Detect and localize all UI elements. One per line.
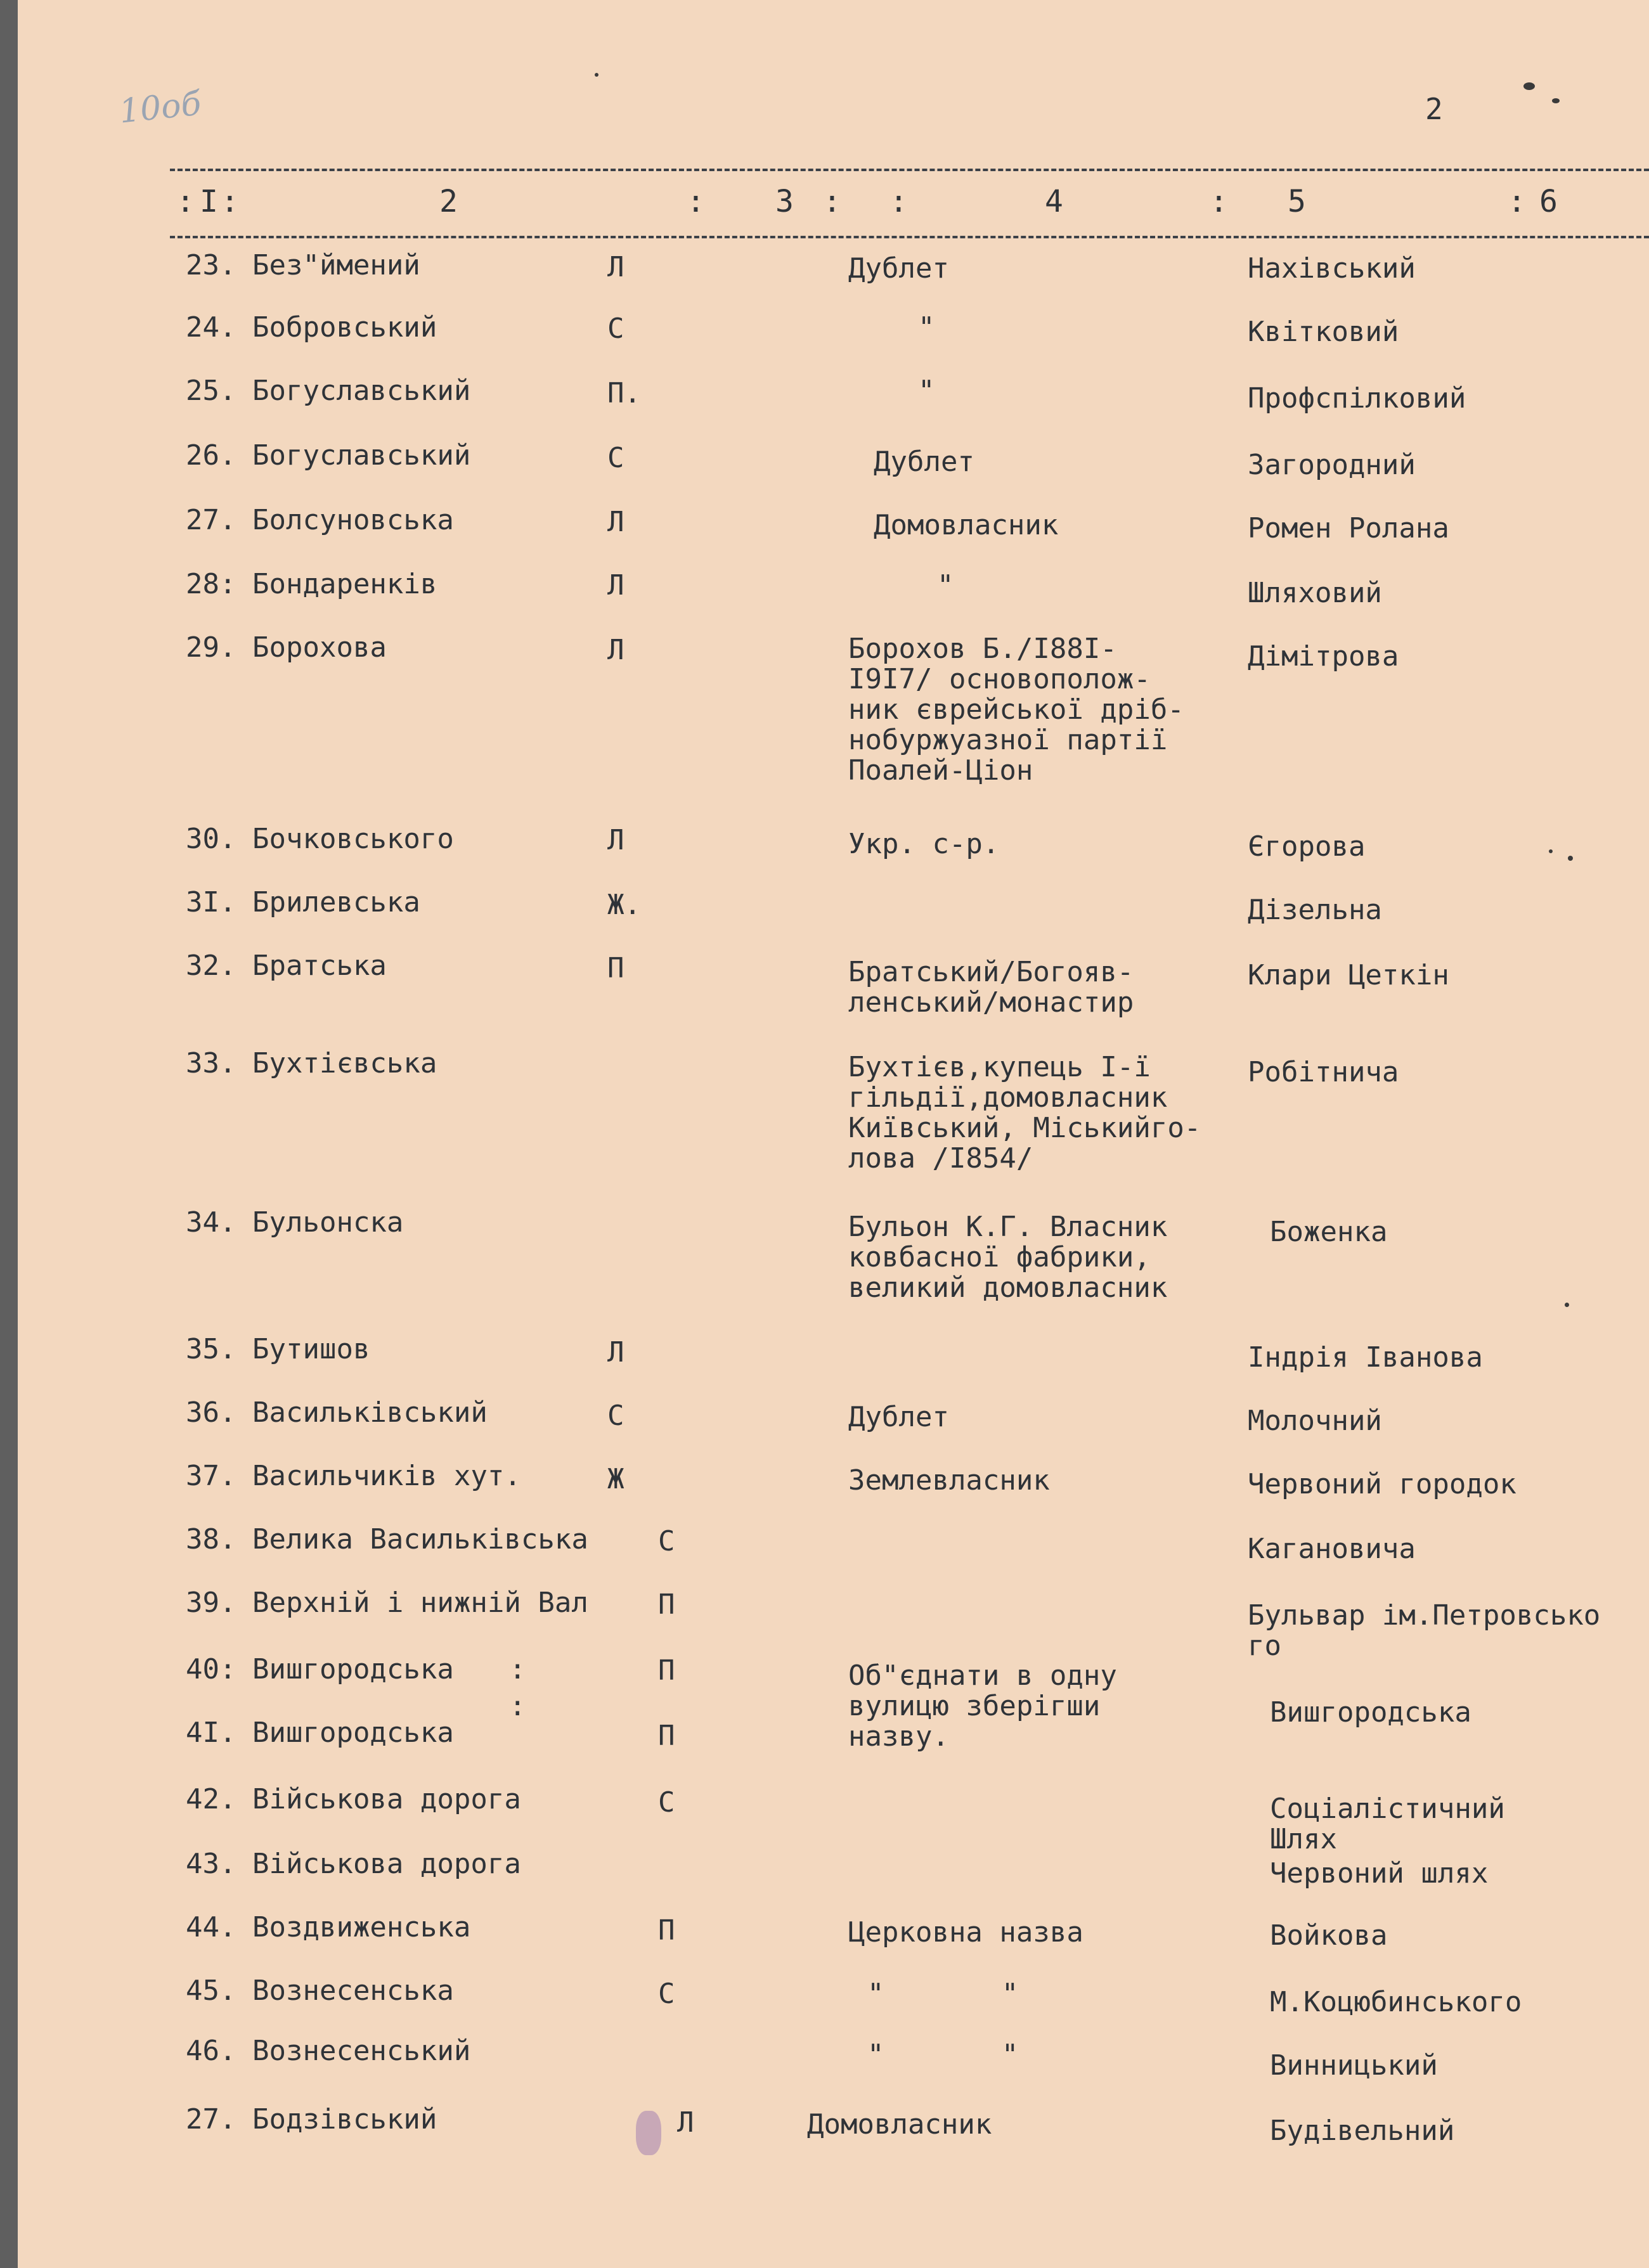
new-name: Молочний xyxy=(1248,1405,1382,1437)
rename-reason: " " xyxy=(867,1978,1019,2010)
col-header-4: 4 xyxy=(1045,184,1063,219)
new-name: Єгорова xyxy=(1248,830,1366,863)
col-header-2: 2 xyxy=(439,184,458,219)
paper-speck xyxy=(595,73,598,77)
new-name: Профспілковий xyxy=(1248,382,1466,415)
street-name: Військова дорога xyxy=(252,1848,521,1880)
rename-reason: Бухтієв,купець І-ї гільдії,домовласник Київський, Міськийго- лова /І854/ xyxy=(848,1051,1201,1175)
header-sep: : xyxy=(823,184,841,219)
category-code: П. xyxy=(607,377,641,409)
category-code: Л xyxy=(607,1336,624,1369)
rename-reason: Домовласник xyxy=(874,509,1059,541)
street-name: Бочковського xyxy=(252,823,454,855)
rename-reason: Церковна назва xyxy=(848,1916,1083,1949)
new-name: Загородний xyxy=(1248,449,1416,481)
col-header-1: І xyxy=(200,184,218,219)
category-code: П xyxy=(607,952,624,984)
row-number: 33. xyxy=(186,1047,236,1079)
new-name: Войкова xyxy=(1270,1919,1388,1952)
row-number: 3І. xyxy=(186,886,236,918)
new-name: Вишгородська xyxy=(1270,1696,1471,1729)
street-name: Бухтієвська xyxy=(252,1047,437,1079)
category-code: Л xyxy=(607,634,624,666)
new-name: Бульвар ім.Петровсько го xyxy=(1248,1599,1601,1662)
street-name: Вознесенський xyxy=(252,2035,471,2067)
category-code: С xyxy=(607,312,624,345)
row-number: 45. xyxy=(186,1975,236,2007)
handwritten-folio-mark: 10об xyxy=(117,84,204,131)
category-code: С xyxy=(607,1400,624,1432)
row-number: 30. xyxy=(186,823,236,855)
rename-reason: Братський/Богояв- ленський/монастир xyxy=(848,956,1134,1019)
paper-speck xyxy=(1568,856,1573,861)
category-code: Л xyxy=(607,251,624,283)
rename-reason: " xyxy=(937,569,954,602)
col-header-3: 3 xyxy=(775,184,794,219)
rename-reason: " xyxy=(918,375,935,407)
row-number: 23. xyxy=(186,249,236,281)
row-number: 43. xyxy=(186,1848,236,1880)
row-number: 46. xyxy=(186,2035,236,2067)
rename-reason: Об"єднати в одну вулицю зберігши назву. xyxy=(848,1659,1117,1753)
paper-speck xyxy=(1549,849,1553,853)
rename-reason: Борохов Б./І88І- І9І7/ основополож- ник єврейської дріб- нобуржуазної партії Поалей-Ціон xyxy=(848,633,1184,787)
row-number: 28: xyxy=(186,568,236,600)
row-number: 39. xyxy=(186,1587,236,1619)
rename-reason: " xyxy=(918,311,935,344)
street-name: Братська xyxy=(252,950,387,982)
new-name: Шляховий xyxy=(1248,577,1382,609)
rename-reason: Домовласник xyxy=(807,2108,992,2141)
rename-reason: Дублет xyxy=(874,446,974,478)
street-name: Вознесенська xyxy=(252,1975,454,2007)
row-number: 38. xyxy=(186,1523,236,1556)
category-code: Л xyxy=(607,506,624,538)
street-name: Васильчиків хут. xyxy=(252,1460,521,1492)
row-number: 36. xyxy=(186,1396,236,1429)
new-name: Квітковий xyxy=(1248,316,1399,348)
street-name: Військова дорога xyxy=(252,1783,521,1815)
header-rule-bottom xyxy=(170,236,1649,238)
row-number: 27. xyxy=(186,504,236,536)
category-code: С xyxy=(607,442,624,474)
paper-speck xyxy=(1523,82,1535,90)
header-sep: : xyxy=(221,184,239,219)
new-name: Боженка xyxy=(1270,1216,1388,1248)
header-sep: : xyxy=(1508,184,1526,219)
col-header-5: 5 xyxy=(1288,184,1306,219)
street-name: Бондаренків xyxy=(252,568,437,600)
row-number: 44. xyxy=(186,1911,236,1943)
row-number: 40: xyxy=(186,1653,236,1685)
row-number: 32. xyxy=(186,950,236,982)
brace-colon: : xyxy=(509,1653,526,1685)
new-name: Клари Цеткін xyxy=(1248,959,1449,991)
new-name: Дімітрова xyxy=(1248,640,1399,673)
street-name: Бульонска xyxy=(252,1206,404,1239)
new-name: Червоний городок xyxy=(1248,1468,1516,1500)
paper-speck xyxy=(1565,1303,1569,1307)
new-name: Нахівський xyxy=(1248,252,1416,285)
category-code: П xyxy=(658,1654,675,1687)
rename-reason: Дублет xyxy=(848,252,949,285)
rename-reason: Бульон К.Г. Власник ковбасної фабрики, великий домовласник xyxy=(848,1211,1168,1304)
header-sep: : xyxy=(1210,184,1228,219)
row-number: 26. xyxy=(186,439,236,472)
category-code: П xyxy=(658,1588,675,1621)
header-sep: : xyxy=(687,184,705,219)
street-name: Без"ймений xyxy=(252,249,420,281)
new-name: Винницький xyxy=(1270,2049,1438,2082)
row-number: 34. xyxy=(186,1206,236,1239)
category-code: П xyxy=(658,1914,675,1947)
row-number: 35. xyxy=(186,1333,236,1365)
street-name: Бутишов xyxy=(252,1333,370,1365)
category-code: С xyxy=(658,1786,675,1819)
category-code: Л xyxy=(677,2106,694,2139)
row-number: 25. xyxy=(186,375,236,407)
ink-stain xyxy=(636,2111,661,2155)
street-name: Брилевська xyxy=(252,886,420,918)
new-name: Дізельна xyxy=(1248,894,1382,926)
rename-reason: " " xyxy=(867,2039,1019,2071)
street-name: Богуславський xyxy=(252,439,471,472)
brace-colon: : xyxy=(509,1690,526,1722)
row-number: 37. xyxy=(186,1460,236,1492)
street-name: Бобровський xyxy=(252,311,437,344)
category-code: С xyxy=(658,1978,675,2010)
new-name: Робітнича xyxy=(1248,1056,1399,1088)
new-name: Ромен Ролана xyxy=(1248,512,1449,544)
new-name: М.Коцюбинського xyxy=(1270,1986,1522,2018)
row-number: 42. xyxy=(186,1783,236,1815)
new-name: Кагановича xyxy=(1248,1533,1416,1565)
street-name: Богуславський xyxy=(252,375,471,407)
header-sep: : xyxy=(176,184,195,219)
street-name: Болсуновська xyxy=(252,504,454,536)
row-number: 27. xyxy=(186,2103,236,2136)
street-name: Бодзівський xyxy=(252,2103,437,2136)
header-sep: : xyxy=(889,184,908,219)
category-code: С xyxy=(658,1525,675,1557)
street-name: Борохова xyxy=(252,631,387,664)
col-header-6: 6 xyxy=(1539,184,1558,219)
street-name: Верхній і нижній Вал xyxy=(252,1587,588,1619)
new-name: Червоний шлях xyxy=(1270,1857,1489,1890)
page-number: 2 xyxy=(1425,92,1443,126)
street-name: Воздвиженська xyxy=(252,1911,471,1943)
row-number: 24. xyxy=(186,311,236,344)
row-number: 4І. xyxy=(186,1717,236,1749)
rename-reason: Землевласник xyxy=(848,1464,1050,1497)
category-code: П xyxy=(658,1720,675,1752)
row-number: 29. xyxy=(186,631,236,664)
category-code: Л xyxy=(607,569,624,602)
rename-reason: Укр. с-р. xyxy=(848,828,1000,860)
paper-speck xyxy=(1552,98,1560,103)
new-name: Соціалістичний Шлях xyxy=(1270,1793,1505,1855)
header-rule-top xyxy=(170,169,1649,171)
rename-reason: Дублет xyxy=(848,1401,949,1433)
street-name: Вишгородська xyxy=(252,1653,454,1685)
category-code: Ж. xyxy=(607,889,641,921)
new-name: Будівельний xyxy=(1270,2115,1455,2147)
category-code: Л xyxy=(607,824,624,856)
category-code: Ж xyxy=(607,1463,624,1495)
archive-page xyxy=(18,0,1649,2268)
new-name: Індрія Іванова xyxy=(1248,1341,1483,1374)
street-name: Васильківський xyxy=(252,1396,488,1429)
street-name: Вишгородська xyxy=(252,1717,454,1749)
street-name: Велика Васильківська xyxy=(252,1523,588,1556)
